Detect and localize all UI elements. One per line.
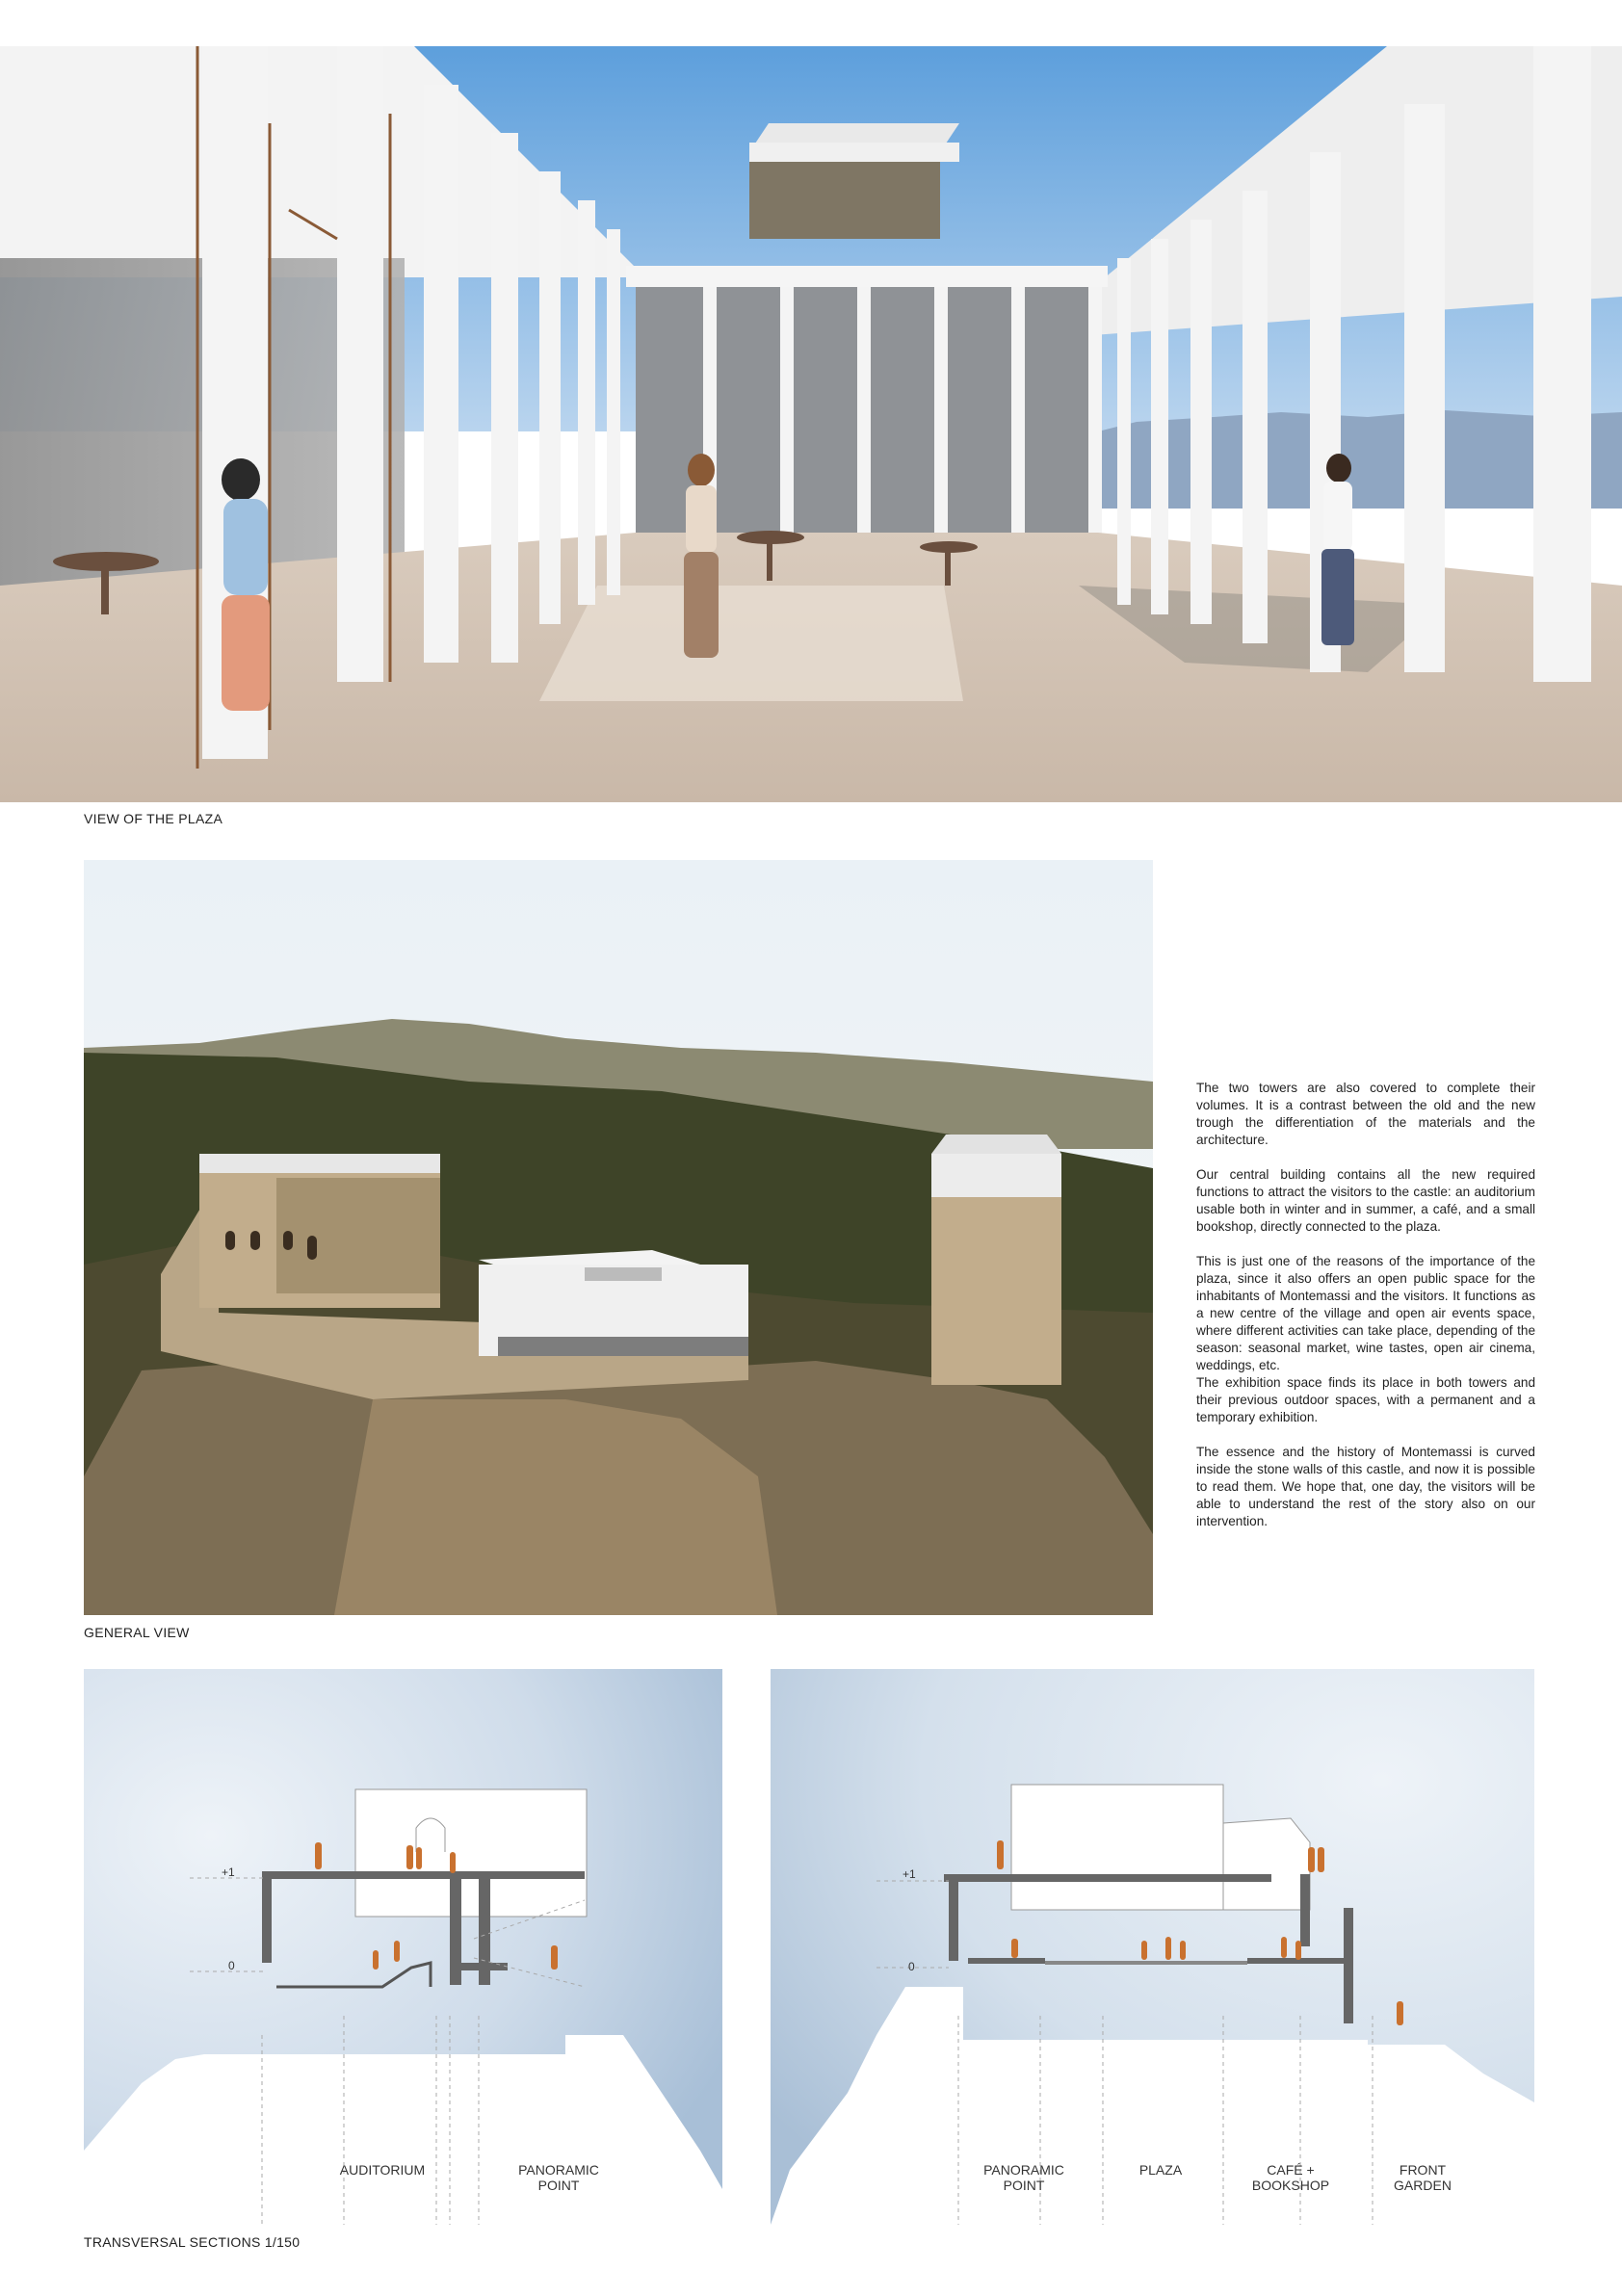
- project-description: [1196, 1080, 1535, 1548]
- plaza-render: [0, 46, 1622, 802]
- section-plaza: [771, 1669, 1534, 2225]
- panoramic-point-label-line2: POINT: [1003, 2178, 1045, 2193]
- plaza-caption: VIEW OF THE PLAZA: [84, 811, 223, 826]
- panoramic-point-label-line1: PANORAMIC: [518, 2162, 599, 2178]
- cafe-bookshop-label-line1: CAFÉ +: [1267, 2162, 1315, 2178]
- description-paragraph: The two towers are also covered to complete their volumes. It is a contrast between the old and the new trough the differentiation of the materials and the architecture.: [1196, 1081, 1535, 1147]
- section-auditorium-drawing: [84, 1669, 722, 2225]
- plaza-illustration: [0, 46, 1622, 802]
- description-paragraph: The exhibition space finds its place in both towers and their previous outdoor spaces, with a permanent and a temporary exhibition.: [1196, 1375, 1535, 1424]
- general-view-illustration: [84, 860, 1153, 1615]
- panoramic-point-label-line2: POINT: [537, 2178, 580, 2193]
- section-plaza-drawing: [771, 1669, 1534, 2225]
- general-caption: GENERAL VIEW: [84, 1625, 190, 1640]
- description-paragraph: The essence and the history of Montemassi is curved inside the stone walls of this castle, and now it is possible to read them. We hope that, one day, the visitors will be able to understand the rest of the story also on our intervention.: [1196, 1445, 1535, 1528]
- general-view-render: [84, 860, 1153, 1615]
- front-garden-label-line2: GARDEN: [1394, 2178, 1452, 2193]
- auditorium-label: AUDITORIUM: [339, 2162, 426, 2178]
- level-upper-label: +1: [903, 1867, 916, 1881]
- level-upper-label: +1: [222, 1866, 235, 1879]
- level-ground-label: 0: [908, 1960, 915, 1973]
- level-ground-label: 0: [228, 1959, 235, 1972]
- description-paragraph: This is just one of the reasons of the importance of the plaza, since it also offers an open public space for the inhabitants of Montemassi and the visitors. It functions as a new centre of the village and open air events space, where different activities can take place, depending of the season: seasonal market, wine tastes, open air cinema, weddings, etc.: [1196, 1254, 1535, 1372]
- section-auditorium: [84, 1669, 722, 2225]
- panoramic-point-label-line1: PANORAMIC: [983, 2162, 1064, 2178]
- description-paragraph: Our central building contains all the new required functions to attract the visitors to the castle: an auditorium usable both in winter and in summer, a café, and a small bookshop, directly connected to the plaza.: [1196, 1167, 1535, 1234]
- front-garden-label-line1: FRONT: [1399, 2162, 1447, 2178]
- sections-caption: TRANSVERSAL SECTIONS 1/150: [84, 2234, 301, 2250]
- cafe-bookshop-label-line2: BOOKSHOP: [1251, 2178, 1330, 2193]
- plaza-label: PLAZA: [1138, 2162, 1183, 2178]
